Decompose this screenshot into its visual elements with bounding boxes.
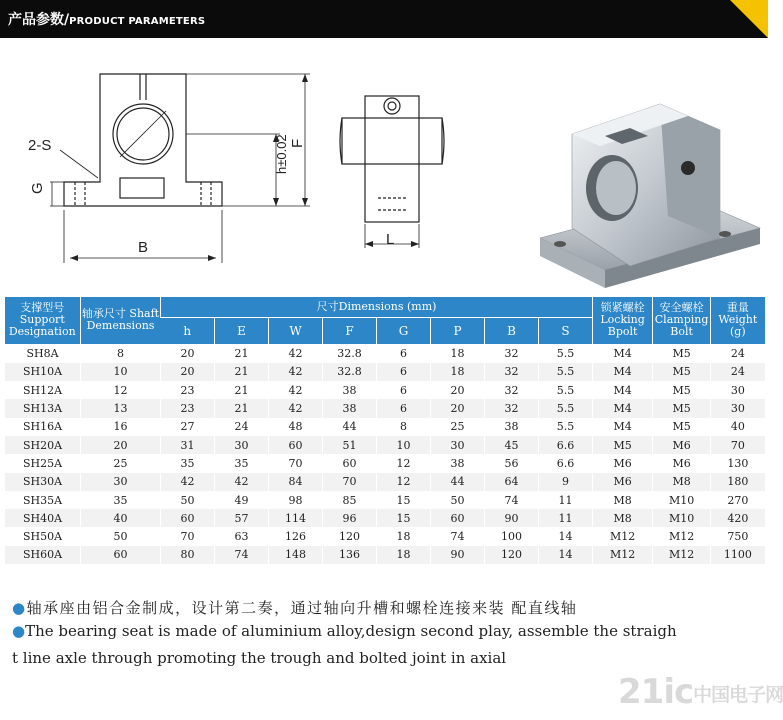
table-cell: 60 [323,454,377,472]
table-cell: 420 [711,509,765,527]
table-cell: M4 [593,399,653,417]
table-cell: SH35A [5,491,81,509]
table-cell: 15 [377,509,431,527]
table-row [5,454,765,472]
table-cell: 6 [377,381,431,399]
table-cell: 70 [269,454,323,472]
table-cell: 50 [161,491,215,509]
table-cell: 51 [323,436,377,454]
table-cell: 30 [711,381,765,399]
table-cell: M12 [653,546,711,564]
col-p: P [431,318,485,345]
col-weight: 重量 Weight (g) [711,297,765,344]
table-cell: 35 [81,491,161,509]
table-cell: 70 [161,527,215,545]
table-cell: 90 [431,546,485,564]
table-cell: 70 [323,473,377,491]
col-dimensions: 尺寸Dimensions (mm) [161,297,593,318]
table-cell: 24 [215,418,269,436]
label-g: G [29,182,46,194]
table-cell: 30 [431,436,485,454]
table-cell: 5.5 [539,399,593,417]
table-cell: 30 [711,399,765,417]
table-cell: 32 [485,399,539,417]
table-cell: SH10A [5,363,81,381]
table-cell: M4 [593,344,653,363]
corner-accent [730,0,768,38]
table-cell: M5 [653,344,711,363]
table-cell: 30 [215,436,269,454]
table-cell: M10 [653,509,711,527]
table-row [5,527,765,545]
table-cell: M4 [593,418,653,436]
table-cell: M8 [653,473,711,491]
table-cell: 148 [269,546,323,564]
table-row [5,546,765,564]
table-cell: SH13A [5,399,81,417]
col-e: E [215,318,269,345]
table-cell: M5 [593,436,653,454]
table-cell: 42 [269,344,323,363]
table-cell: M6 [593,473,653,491]
table-cell: 40 [711,418,765,436]
table-cell: 5.5 [539,344,593,363]
table-cell: 31 [161,436,215,454]
section-title-en: PRODUCT PARAMETERS [69,16,206,27]
table-cell: 25 [81,454,161,472]
col-f: F [323,318,377,345]
table-cell: SH50A [5,527,81,545]
description-cn: ●轴承座由铝合金制成，设计第二奏，通过轴向升槽和螺栓连接来装 配直线轴 [12,599,578,617]
table-cell: SH60A [5,546,81,564]
table-cell: 27 [161,418,215,436]
table-cell: 21 [215,363,269,381]
table-cell: 11 [539,491,593,509]
table-cell: 32.8 [323,363,377,381]
table-cell: 24 [711,363,765,381]
col-s: S [539,318,593,345]
table-cell: 40 [81,509,161,527]
table-cell: M4 [593,381,653,399]
table-cell: 8 [377,418,431,436]
table-cell: M12 [593,546,653,564]
table-cell: 30 [81,473,161,491]
table-cell: 35 [215,454,269,472]
table-cell: 21 [215,344,269,363]
table-cell: 11 [539,509,593,527]
table-cell: 6.6 [539,436,593,454]
table-row [5,399,765,417]
table-cell: 16 [81,418,161,436]
table-cell: SH30A [5,473,81,491]
bullet-icon: ● [12,599,27,617]
table-cell: M5 [653,399,711,417]
table-cell: 6.6 [539,454,593,472]
col-designation: 支撑型号 Support Designation [5,297,81,344]
table-cell: 20 [431,399,485,417]
table-cell: 84 [269,473,323,491]
table-cell: 114 [269,509,323,527]
table-cell: 74 [215,546,269,564]
table-cell: 6 [377,344,431,363]
table-cell: SH12A [5,381,81,399]
section-title [8,9,205,29]
table-cell: SH20A [5,436,81,454]
label-h: h±0.02 [274,134,289,174]
table-cell: 18 [431,344,485,363]
table-row [5,436,765,454]
table-cell: 32.8 [323,344,377,363]
table-cell: 6 [377,363,431,381]
table-cell: 38 [323,381,377,399]
table-cell: 21 [215,399,269,417]
table-cell: 130 [711,454,765,472]
table-cell: 5.5 [539,363,593,381]
watermark: 21ic中国电子网 [618,672,783,712]
table-cell: 5.5 [539,381,593,399]
table-cell: M5 [653,363,711,381]
table-row [5,491,765,509]
table-cell: 12 [377,454,431,472]
table-cell: 60 [81,546,161,564]
table-cell: SH40A [5,509,81,527]
col-shaft: 轴承尺寸 Shaft Demensions [81,297,161,344]
bullet-icon: ● [12,622,26,640]
table-cell: M4 [593,363,653,381]
table-row [5,509,765,527]
table-cell: 14 [539,546,593,564]
table-cell: 20 [161,363,215,381]
table-cell: 48 [269,418,323,436]
table-cell: 10 [81,363,161,381]
table-cell: 96 [323,509,377,527]
table-cell: 57 [215,509,269,527]
col-h: h [161,318,215,345]
table-cell: 74 [431,527,485,545]
table-cell: SH8A [5,344,81,363]
table-cell: 49 [215,491,269,509]
table-cell: 42 [215,473,269,491]
table-cell: 42 [269,363,323,381]
col-g: G [377,318,431,345]
table-cell: 56 [485,454,539,472]
table-cell: 32 [485,363,539,381]
table-row [5,344,765,363]
table-cell: 44 [431,473,485,491]
table-cell: 21 [215,381,269,399]
table-cell: SH25A [5,454,81,472]
table-cell: 136 [323,546,377,564]
table-cell: 20 [161,344,215,363]
table-cell: M5 [653,381,711,399]
table-cell: M12 [593,527,653,545]
table-row [5,363,765,381]
technical-drawing [0,38,768,296]
table-row [5,381,765,399]
spec-table [4,297,765,564]
table-cell: 42 [269,381,323,399]
table-cell: 98 [269,491,323,509]
table-cell: 12 [81,381,161,399]
table-cell: 90 [485,509,539,527]
table-cell: 120 [323,527,377,545]
table-cell: 24 [711,344,765,363]
description-en-2: t line axle through promoting the trough and bolted joint in axial [12,649,507,667]
table-cell: M10 [653,491,711,509]
table-cell: 60 [431,509,485,527]
table-cell: 1100 [711,546,765,564]
table-row [5,473,765,491]
table-cell: 32 [485,344,539,363]
table-cell: 23 [161,399,215,417]
table-cell: M12 [653,527,711,545]
label-b: B [138,239,149,256]
table-cell: 38 [323,399,377,417]
col-w: W [269,318,323,345]
table-cell: 63 [215,527,269,545]
table-cell: M6 [653,436,711,454]
table-cell: 100 [485,527,539,545]
table-cell: 85 [323,491,377,509]
table-cell: 70 [711,436,765,454]
table-cell: M8 [593,509,653,527]
col-locking: 锁紧螺栓 Locking Bpolt [593,297,653,344]
description-en-1: ●The bearing seat is made of aluminium alloy,design second play, assemble the straigh [12,622,677,640]
table-cell: 60 [269,436,323,454]
table-cell: 12 [377,473,431,491]
table-cell: 42 [161,473,215,491]
table-cell: 6 [377,399,431,417]
table-cell: 750 [711,527,765,545]
table-cell: 80 [161,546,215,564]
front-view [50,74,310,263]
side-view [340,96,444,248]
table-cell: 9 [539,473,593,491]
section-title-cn: 产品参数/ [8,12,70,28]
table-cell: 23 [161,381,215,399]
table-cell: 44 [323,418,377,436]
table-cell: 50 [431,491,485,509]
table-cell: 20 [81,436,161,454]
table-cell: 18 [377,546,431,564]
table-cell: 74 [485,491,539,509]
table-cell: 25 [431,418,485,436]
table-cell: 14 [539,527,593,545]
table-cell: 120 [485,546,539,564]
table-cell: 18 [377,527,431,545]
table-cell: 35 [161,454,215,472]
table-cell: 270 [711,491,765,509]
label-l: L [386,231,395,248]
table-cell: 64 [485,473,539,491]
col-b: B [485,318,539,345]
table-cell: 126 [269,527,323,545]
table-cell: M6 [653,454,711,472]
table-cell: 15 [377,491,431,509]
table-cell: 32 [485,381,539,399]
top-banner [0,0,768,38]
table-cell: 38 [485,418,539,436]
table-cell: 8 [81,344,161,363]
label-f: F [289,138,306,148]
label-2s: 2-S [28,137,52,154]
table-cell: 42 [269,399,323,417]
table-cell: M8 [593,491,653,509]
bearing-support-photo [540,104,760,288]
table-cell: 5.5 [539,418,593,436]
table-cell: 38 [431,454,485,472]
table-cell: 18 [431,363,485,381]
table-cell: 13 [81,399,161,417]
table-cell: 180 [711,473,765,491]
table-cell: 10 [377,436,431,454]
table-cell: 20 [431,381,485,399]
table-cell: M6 [593,454,653,472]
table-cell: SH16A [5,418,81,436]
col-clamping: 安全螺栓 Clamping Bolt [653,297,711,344]
table-row [5,418,765,436]
table-cell: 60 [161,509,215,527]
table-cell: 45 [485,436,539,454]
table-cell: M5 [653,418,711,436]
table-cell: 50 [81,527,161,545]
